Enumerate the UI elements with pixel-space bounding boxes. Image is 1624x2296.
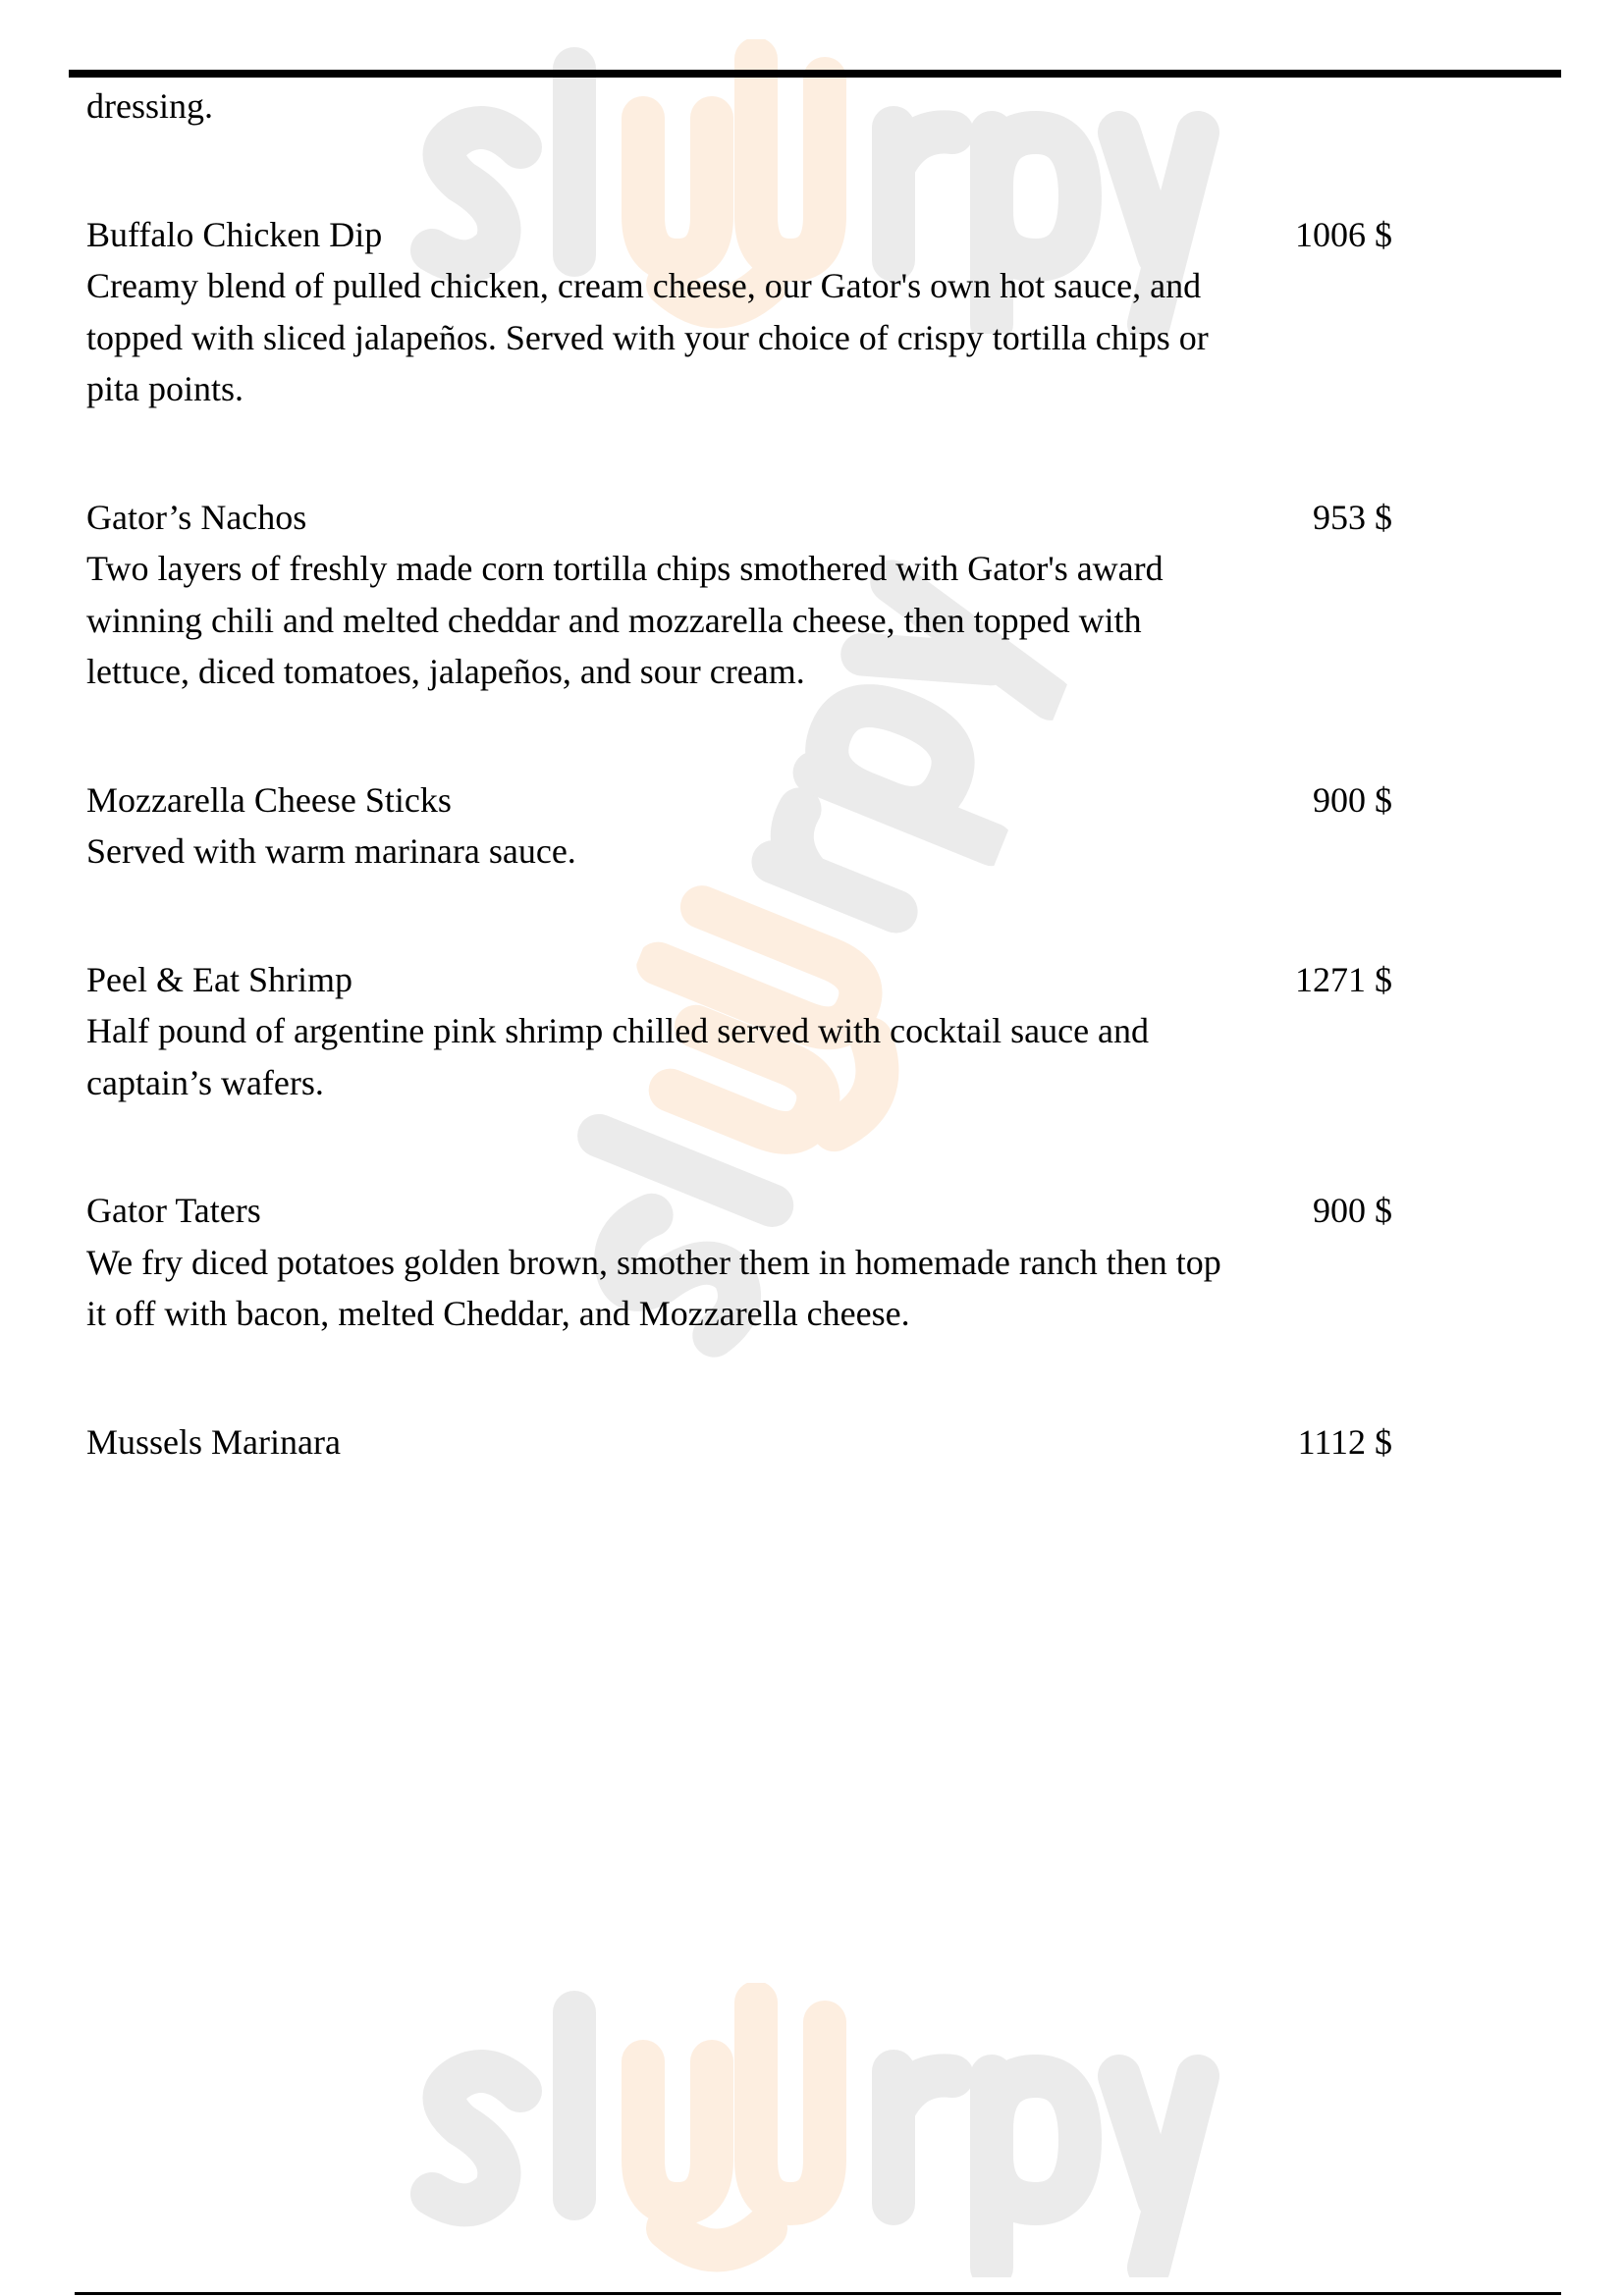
item-name: Gator Taters <box>86 1191 261 1230</box>
menu-item <box>86 1416 1392 1468</box>
bottom-divider <box>75 2292 1561 2295</box>
item-name: Mussels Marinara <box>86 1421 341 1462</box>
item-name: Gator’s Nachos <box>86 497 307 537</box>
item-price: 1112 $ <box>1297 1421 1392 1462</box>
item-name: Peel & Eat Shrimp <box>86 959 352 999</box>
menu-item <box>86 1185 1392 1340</box>
item-description: Half pound of argentine pink shrimp chilled served with cocktail sauce and captain’s wafers. <box>86 1011 1150 1102</box>
item-price: 1271 $ <box>1295 959 1392 999</box>
item-price: 900 $ <box>1313 779 1392 820</box>
menu-item <box>86 492 1392 698</box>
item-price: 1006 $ <box>1295 214 1392 254</box>
menu-item <box>86 774 1392 878</box>
item-description: Two layers of freshly made corn tortilla chips smothered with Gator's award winning chili and melted cheddar and mozzarella cheese, then topped with lettuce, diced tomatoes, jalapeños, and sour cream. <box>86 549 1164 691</box>
item-name: Mozzarella Cheese Sticks <box>86 779 452 820</box>
item-description: Creamy blend of pulled chicken, cream cheese, our Gator's own hot sauce, and topped with sliced jalapeños. Served with your choice of crispy tortilla chips or pita points. <box>86 266 1209 408</box>
menu-item <box>86 954 1392 1109</box>
menu-item <box>86 209 1392 415</box>
item-price: 900 $ <box>1313 1191 1392 1230</box>
top-divider <box>69 70 1561 78</box>
item-description: We fry diced potatoes golden brown, smother them in homemade ranch then top it off with bacon, melted Cheddar, and Mozzarella cheese. <box>86 1242 1221 1333</box>
continued-description: dressing. <box>86 86 213 126</box>
item-price: 953 $ <box>1313 497 1392 537</box>
menu-list <box>86 80 1392 1544</box>
watermark-logo <box>403 1983 1237 2277</box>
item-name: Buffalo Chicken Dip <box>86 214 383 254</box>
item-description: Served with warm marinara sauce. <box>86 831 576 871</box>
